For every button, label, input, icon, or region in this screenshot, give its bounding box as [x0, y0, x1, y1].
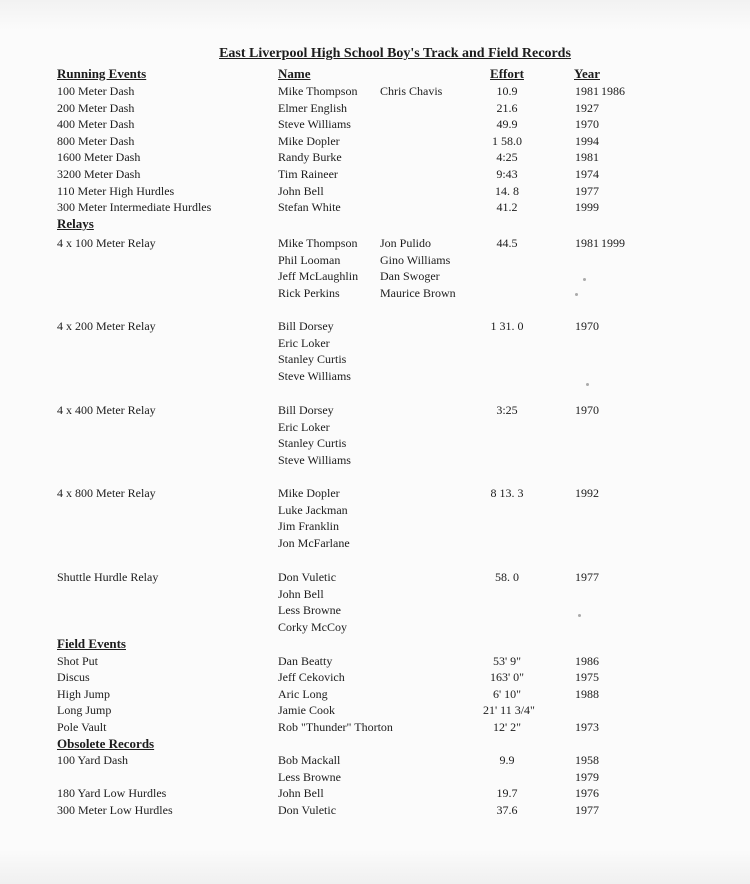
effort-value: 53' 9"	[492, 654, 522, 668]
athlete-name: Mike Dopler	[278, 134, 340, 148]
column-header-effort: Effort	[490, 66, 524, 81]
column-header-event: Running Events	[57, 66, 147, 81]
event-label: 200 Meter Dash	[57, 101, 135, 115]
year-value: 1970	[575, 403, 599, 417]
athlete-name: Jamie Cook	[278, 703, 335, 717]
year-value: 1973	[575, 720, 599, 734]
event-label: 3200 Meter Dash	[57, 167, 141, 181]
athlete-name: Chris Chavis	[380, 84, 443, 98]
year-value: 1981	[575, 236, 599, 250]
effort-value: 41.2	[496, 200, 518, 214]
athlete-name: Mike Thompson	[278, 84, 358, 98]
effort-value: 1 31. 0	[490, 319, 524, 333]
section-header-relays: Relays	[57, 216, 94, 231]
relay-event-label: Shuttle Hurdle Relay	[57, 570, 159, 584]
effort-value: 4:25	[496, 150, 518, 164]
year-value: 1975	[575, 670, 599, 684]
effort-value: 6' 10"	[492, 687, 522, 701]
event-label: 800 Meter Dash	[57, 134, 135, 148]
column-header-year: Year	[574, 66, 600, 81]
relay-member-name: John Bell	[278, 587, 324, 601]
year-value: 1958	[575, 753, 599, 767]
scan-speck	[583, 278, 586, 281]
year-value	[565, 702, 609, 718]
relay-event-label: 4 x 100 Meter Relay	[57, 236, 156, 250]
effort-value: 9:43	[496, 167, 518, 181]
athlete-name: Bob Mackall	[278, 753, 341, 767]
relay-member-name: Steve Williams	[278, 369, 351, 383]
effort-value: 37.6	[496, 803, 518, 817]
effort-value: 58. 0	[495, 570, 519, 584]
effort-value: 44.5	[496, 236, 518, 250]
event-label: Pole Vault	[57, 720, 107, 734]
page-title: East Liverpool High School Boy's Track and Field Records	[219, 46, 571, 61]
relay-member-name: Mike Thompson	[278, 236, 358, 250]
relay-member-name: Jim Franklin	[278, 519, 340, 533]
athlete-name: Steve Williams	[278, 117, 351, 131]
effort-value: 21' 11 3/4"	[483, 703, 535, 717]
relay-event-label: 4 x 400 Meter Relay	[57, 403, 156, 417]
effort-value: 3:25	[496, 403, 518, 417]
year-value: 1927	[575, 101, 599, 115]
effort-value: 163' 0"	[489, 670, 525, 684]
athlete-name: Tim Raineer	[278, 167, 338, 181]
event-label: 110 Meter High Hurdles	[57, 184, 175, 198]
effort-value: 19.7	[496, 786, 518, 800]
year-value: 1977	[575, 803, 599, 817]
event-label: High Jump	[57, 687, 111, 701]
year-value: 1979	[575, 770, 599, 784]
year-value: 1999	[575, 200, 599, 214]
event-label: 400 Meter Dash	[57, 117, 135, 131]
event-label: 180 Yard Low Hurdles	[57, 786, 167, 800]
relay-member-name: Eric Loker	[278, 420, 330, 434]
year-value: 1994	[575, 134, 599, 148]
scan-speck	[578, 614, 581, 617]
relay-member-name: Jeff McLaughlin	[278, 269, 359, 283]
relay-event-label: 4 x 200 Meter Relay	[57, 319, 156, 333]
year-value: 1976	[575, 786, 599, 800]
year-value: 1977	[575, 570, 599, 584]
effort-value: 12' 2"	[492, 720, 522, 734]
relay-member-name: Eric Loker	[278, 336, 330, 350]
year-value: 1974	[575, 167, 599, 181]
year-value: 1999	[601, 236, 625, 250]
relay-member-name: Luke Jackman	[278, 503, 348, 517]
athlete-name: John Bell	[278, 184, 324, 198]
year-value: 1986	[575, 654, 599, 668]
relay-member-name: Phil Looman	[278, 253, 341, 267]
year-value: 1981	[575, 84, 599, 98]
effort-value: 49.9	[496, 117, 518, 131]
scan-speck	[575, 293, 578, 296]
event-label: 1600 Meter Dash	[57, 150, 141, 164]
athlete-name: Elmer English	[278, 101, 347, 115]
athlete-name: Don Vuletic	[278, 803, 337, 817]
year-value: 1988	[575, 687, 599, 701]
relay-member-name: Rick Perkins	[278, 286, 340, 300]
effort-value: 1 58.0	[492, 134, 522, 148]
relay-member-name: Don Vuletic	[278, 570, 337, 584]
relay-member-name: Gino Williams	[380, 253, 451, 267]
athlete-name: Dan Beatty	[278, 654, 333, 668]
effort-value: 14. 8	[495, 184, 519, 198]
athlete-name: Randy Burke	[278, 150, 342, 164]
year-value: 1986	[601, 84, 625, 98]
athlete-name: John Bell	[278, 786, 324, 800]
year-value: 1981	[575, 150, 599, 164]
scan-speck	[586, 383, 589, 386]
relay-member-name: Bill Dorsey	[278, 319, 334, 333]
effort-value: 21.6	[496, 101, 518, 115]
year-value: 1970	[575, 319, 599, 333]
event-label: Long Jump	[57, 703, 112, 717]
year-value: 1977	[575, 184, 599, 198]
section-header-field: Field Events	[57, 636, 126, 651]
effort-value: 10.9	[496, 84, 518, 98]
column-header-name: Name	[278, 66, 311, 81]
relay-member-name: Stanley Curtis	[278, 352, 347, 366]
event-label: 100 Yard Dash	[57, 753, 129, 767]
year-value: 1992	[575, 486, 599, 500]
relay-member-name: Mike Dopler	[278, 486, 340, 500]
relay-member-name: Stanley Curtis	[278, 436, 347, 450]
relay-member-name: Jon McFarlane	[278, 536, 350, 550]
relay-event-label: 4 x 800 Meter Relay	[57, 486, 156, 500]
athlete-name: Rob "Thunder" Thorton	[278, 720, 393, 734]
event-label: 300 Meter Intermediate Hurdles	[57, 200, 212, 214]
relay-member-name: Maurice Brown	[380, 286, 456, 300]
athlete-name: Less Browne	[278, 770, 341, 784]
effort-value	[483, 769, 531, 785]
relay-member-name: Dan Swoger	[380, 269, 440, 283]
relay-member-name: Jon Pulido	[380, 236, 432, 250]
athlete-name: Stefan White	[278, 200, 341, 214]
relay-member-name: Corky McCoy	[278, 620, 347, 634]
event-label: Shot Put	[57, 654, 99, 668]
effort-value: 8 13. 3	[490, 486, 524, 500]
relay-member-name: Steve Williams	[278, 453, 351, 467]
event-label: 100 Meter Dash	[57, 84, 135, 98]
event-label: Discus	[57, 670, 90, 684]
athlete-name: Aric Long	[278, 687, 328, 701]
event-label: 300 Meter Low Hurdles	[57, 803, 173, 817]
relay-member-name: Bill Dorsey	[278, 403, 334, 417]
effort-value: 9.9	[499, 753, 515, 767]
relay-member-name: Less Browne	[278, 603, 341, 617]
athlete-name: Jeff Cekovich	[278, 670, 345, 684]
year-value: 1970	[575, 117, 599, 131]
section-header-obsolete: Obsolete Records	[57, 736, 155, 751]
